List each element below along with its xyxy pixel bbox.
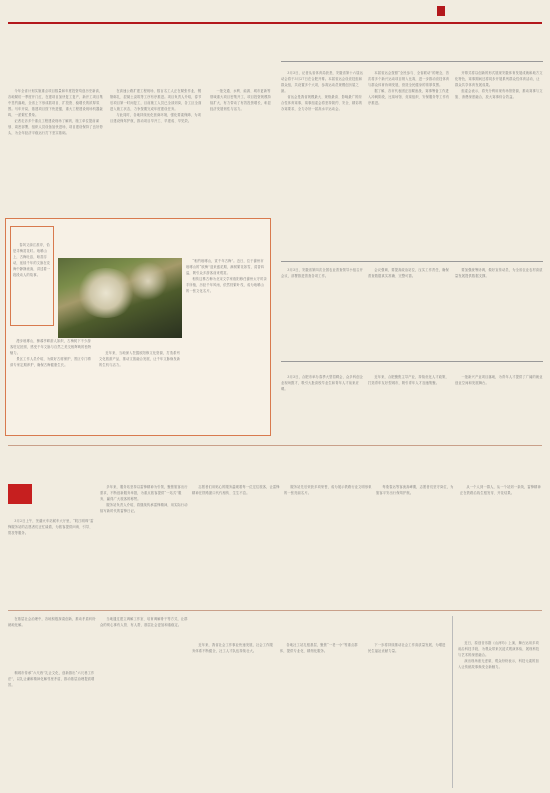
blossom-tree <box>76 268 136 318</box>
divider <box>281 61 543 62</box>
body-text-leifeng-col6: 从一个人到一群人，从一个站到一条线，雷锋精神正在铁路沿线生根发芽、开花结果。 <box>460 485 541 495</box>
body-text-bottom-left: 桐城市传承“六尺巷”礼让文化，创新推出“六尺巷工作法”，以礼让谦和精神化解邻里矛盾，推动基层治理提质增效。 <box>8 671 95 687</box>
divider <box>8 445 542 446</box>
body-text-left-top-col1: 今年全省计划实施重点项目数量和年度投资均创历史新高，各地紧盯一季度开门红，在建项目加快复工复产，新开工项目集中签约落地，全省上下形成抓项目、扩投资、稳增长的浓厚氛围。马年开局，基建项目按下快进键，重大工程建设现场机器轰鸣，一派繁忙景象。 记者走访多个重点工程建设现场了解到，施工单位提前谋划、周密部署，组织人员设备加快进场，项目建设保持了良好势头，为全年经济平稳运行打下坚实基础。 <box>8 89 103 135</box>
stamp-leifeng <box>8 484 32 504</box>
divider <box>281 361 543 362</box>
body-text-social-col1: 近年来，我省社会工作事业快速发展，社会工作服务体系不断健全，社工人才队伍持续壮大。 <box>192 643 273 653</box>
body-text-games-col3: 开幕式将以创新的形式展现安徽体育发展成就和地方文化特色，赛事期间还将同步开展系列群众性体育活动，让群众共享体育发展成果。 组委会表示，将充分利用现有场馆资源，推动赛事与文旅、消费深度融合，放大赛事综合效益。 <box>455 71 543 99</box>
body-text-games-col1: 3月3日，记者从省体育局获悉，安徽省第十六届运动会将于3月27日在合肥开幕。本届省运会设竞技组和群众组，共设置多个大项，参赛运动员规模创历届之最。 省运会是我省规模最大、规格最高、影响最广的综合性体育赛事，赛事组委会将坚持简约、安全、精彩的办赛要求，全力办好一届高水平运动会。 <box>281 71 363 111</box>
masthead-rule <box>8 22 542 24</box>
feature-text-right: “相约琅琊山，赏千年古梅”。近日，位于滁州市琅琊山的“欧梅”迎来盛花期，满树繁花如雪，清香四溢，吸引众多游客前来观赏。 相传这株古梅为北宋文学家欧阳修任滁州太守时亲手所植，历经千年风雨，依然枝繁叶茂，成为琅琊山的一张文化名片。 <box>186 259 267 293</box>
body-text-talent-col1: 3月3日，合肥市举办春季大型招聘会，众多科创企业现场揽才，吸引大批高校毕业生和青年人才前来应聘。 <box>281 375 363 391</box>
sidebar-text: 春风又绿江淮岸，恰是寻梅赏花时。琅琊山上，古梅吐蕊，暗香浮动，延续千年的文脉在花海中静静流淌，讲述着一段段动人的故事。 <box>13 243 51 277</box>
body-text-leifeng-col5: 每逢春运等客流高峰期，志愿者们坚守岗位，为旅客平安出行保驾护航。 <box>376 485 454 495</box>
body-text-social-col3: 下一步将持续推动社会工作高质量发展，为增进民生福祉贡献力量。 <box>368 643 446 653</box>
body-text-left-top-col3: 一批交通、水利、能源、城市更新等领域重大项目密集开工，项目投资规模持续扩大，有力带动了有效投资增长，彰显经济发展韧性与活力。 <box>210 89 271 111</box>
body-text-games-col2: 本届省运会按照“全民参与、全省联动”的理念，首次将多个新兴运动项目纳入比赛，进一步推动竞技体育与群众体育协调发展，营造全民健身的浓厚氛围。 据了解，各市代表团正加紧备战，赛事筹备工作进入冲刺阶段，比赛场馆、竞赛组织、安保服务等工作有序推进。 <box>368 71 450 105</box>
body-text-talent-col3: 一批新兴产业项目落地，为青年人才提供了广阔的就业创业空间和发展舞台。 <box>455 375 543 385</box>
body-text-leifeng-col3: 志愿者们用贴心的服务温暖着每一位过往旅客，让雷锋精神在铁路窗口代代相传、生生不息。 <box>192 485 280 495</box>
section-marker <box>437 6 445 16</box>
body-text-census-col2: 会议强调，要提高政治站位，压实工作责任，确保普查数据真实准确、完整可靠。 <box>368 268 449 278</box>
body-text-bottom-left2: 当地通过建立调解工作室、培育调解骨干等方式，让群众的烦心事有人管、有人帮，基层社会更加和谐稳定。 <box>100 617 188 627</box>
body-text-leifeng-col4: 服务站先后荣获多项荣誉，成为展示铁路行业文明形象的一张亮丽名片。 <box>284 485 372 495</box>
body-text-bottom-left-top: 在基层社会治理中，各地积极探索创新，推动矛盾纠纷就地化解。 <box>8 617 96 627</box>
divider <box>281 261 543 262</box>
body-text-social-col2: 各地社工站扎根基层，聚焦“一老一小”等重点群体，提供专业化、精细化服务。 <box>280 643 358 653</box>
body-text-census-col3: 要加强统筹协调，做好宣传动员，为全省农业农村高质量发展提供数据支撑。 <box>455 268 543 278</box>
body-text-census-col1: 3月3日，安徽省第四次全国农业普查领导小组召开会议，部署推进普查各项工作。 <box>281 268 363 278</box>
body-text-talent-col2: 近年来，合肥聚焦主导产业，持续优化人才政策，打造青年友好型城市，吸引青年人才加速集聚。 <box>368 375 449 385</box>
column-rule <box>452 616 453 788</box>
divider <box>8 610 542 611</box>
feature-text-left: 漫步琅琊山，醉翁亭畔游人如织，古梅树下不少游客驻足拍照，感受千年文脉与自然之美交相辉映的独特魅力。 景区工作人员介绍，为做好古树保护，景区专门聘请专家定期养护，确保古梅健康生长。 <box>10 339 92 367</box>
feature-photo <box>58 258 182 338</box>
body-text-left-top-col2: 在高速公路扩建工程现场，数百名工人正在紧张作业，钢筋绑扎、混凝土浇筑等工序有序推进。项目负责人介绍，春节后项目第一时间复工，目前施工人员已全部到岗，各工区全面进入施工状态，力争按期完成年度建设任务。 与此同时，各地持续优化营商环境，强化要素保障，为项目建设保驾护航，推动项目早开工、早建成、早见效。 <box>110 89 202 123</box>
body-text-leifeng-col1: 3月2日上午，芜湖火车站候车大厅里，“皖江明珠”雷锋服务站的志愿者们正忙碌着，为旅客提供问询、引导、帮扶等服务。 <box>8 519 94 535</box>
feature-text-mid: 近年来，当地深入挖掘欧阳修文化资源，打造系列文化旅游产品，推动文旅融合发展，让千年文脉焕发新的生机与活力。 <box>99 351 181 367</box>
body-text-leifeng-col2: 多年来，服务站坚持以雷锋精神为引领，聚焦旅客出行需求，不断创新服务举措，为重点旅客提供“一站式”服务，赢得广大旅客的称赞。 服务站负责人介绍，将继续传承雷锋精神，用实际行动续写新时代的雷锋日记。 <box>100 485 188 513</box>
blossom-branch <box>128 262 168 300</box>
body-text-tech: 近日，原创音乐剧《山河吟》上演，舞台运用多项前沿科技手段，为观众带来沉浸式观演体验，展现科技与艺术的深度融合。 演出现场座无虚席，观众纷纷表示，科技元素的加入让传统故事焕发全新魅力。 <box>458 641 540 669</box>
